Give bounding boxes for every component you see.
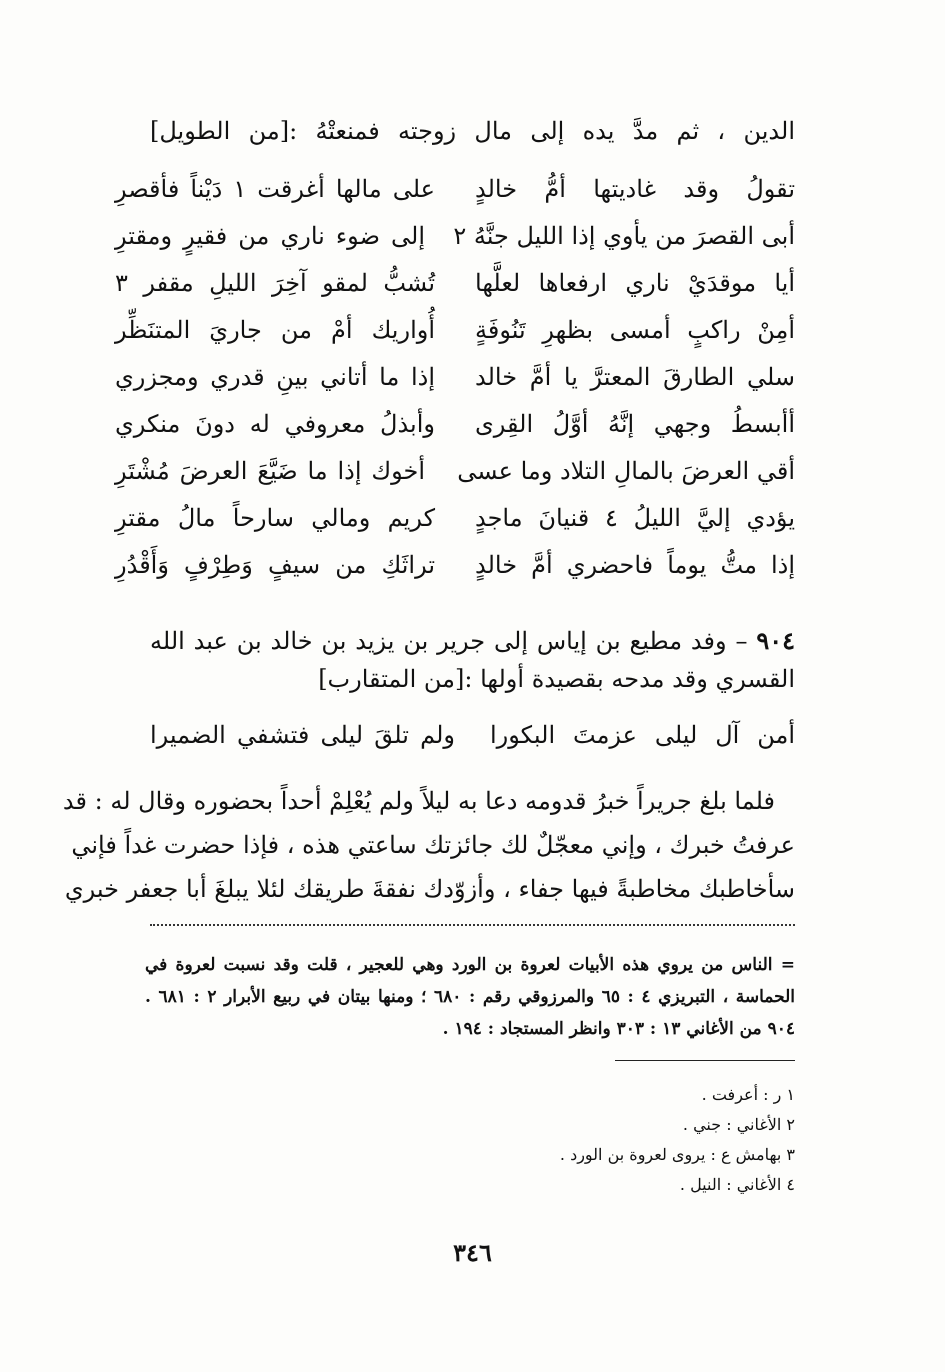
prose-line: عرفتُ خبرك ، وإني معجّلٌ لك جائزتك ساعتي هذه ، فإذا حضرت غداً فإني — [71, 831, 795, 859]
verse-first-hemistich: سلي الطارقَ المعترَّ يا أمَّ خالد — [475, 363, 795, 391]
verse-first-hemistich: أيا موقدَيْ ناري ارفعاها لعلَّها — [475, 269, 795, 297]
section-second-line: القسري وقد مدحه بقصيدة أولها :[من المتقارب] — [318, 665, 795, 693]
verse-second-hemistich: على مالها أغرقت ١ دَيْناً فأقصرِ — [115, 175, 436, 203]
poem-verse — [115, 501, 795, 543]
footnote-line: = الناس من يروي هذه الأبيات لعروة بن الورد وهي للعجير ، قلت وقد نسبت لعروة في — [145, 955, 795, 975]
verse-second-hemistich: إلى ضوء ناري من فقيرٍ ومقترِ — [115, 222, 425, 250]
footnote-line: ٩٠٤ من الأغاني ١٣ : ٣٠٣ وانظر المستجاد : ١٩٤ . — [442, 1019, 795, 1039]
variant-note: ١ ر : أعرفت . — [701, 1085, 795, 1104]
verse-first-hemistich: تقولُ وقد غاديتها أمُّ خالدٍ — [475, 175, 795, 203]
section-heading-line — [150, 626, 795, 656]
verse-second-hemistich: تُشبُّ لمقو آخِرَ الليلِ مقفر ٣ — [115, 269, 435, 297]
prose-line: سأخاطبك مخاطبةً فيها جفاء ، وأزوّدك نفقةَ طريقك لئلا يبلغَ أبا جعفر خبري — [64, 875, 795, 903]
verse-second-hemistich: أُواريك أمْ من جاريَ المتنَظِّر — [115, 316, 435, 344]
variant-note: ٢ الأغاني : جني . — [682, 1115, 795, 1134]
verse-second-hemistich: وأبذلُ معروفي له دونَ منكري — [115, 410, 435, 438]
poem-verse-single — [150, 718, 795, 752]
verse-first-hemistich: أأبسطُ وجهي إنَّهُ أوَّلُ القِرى — [475, 410, 795, 438]
section-text: – وفد مطيع بن إياس إلى جرير بن يزيد بن خالد بن عبد الله — [150, 627, 748, 655]
verse-second-hemistich: كريم ومالي سارحاً مالُ مقترِ — [115, 504, 435, 532]
verse-first-hemistich: إذا متُّ يوماً فاحضري أمَّ خالدٍ — [475, 551, 795, 579]
footnote-rule — [615, 1060, 795, 1061]
variant-note: ٣ بهامش ع : يروى لعروة بن الورد . — [559, 1145, 795, 1164]
poem-verse — [115, 407, 795, 449]
poem-verse — [115, 548, 795, 590]
verse-first-hemistich: أمن آل ليلى عزمتَ البكورا — [490, 721, 795, 749]
variant-note: ٤ الأغاني : النيل . — [679, 1175, 795, 1194]
poem-verse — [115, 313, 795, 355]
footnote-line: الحماسة ، التبريزي ٤ : ٦٥ والمرزوقي رقم : ٦٨٠ ؛ ومنها بيتان في ربيع الأبرار ٢ : ٦٨١ . — [145, 987, 796, 1007]
poem-verse — [115, 266, 795, 308]
intro-line: الدين ، ثم مدَّ يده إلى مال زوجته فمنعتْهُ :[من الطويل] — [150, 117, 795, 145]
verse-first-hemistich: أمِنْ راكبٍ أمسى بظهرِ تَنُوفَةٍ — [475, 316, 795, 344]
verse-second-hemistich: تراثَكِ من سيفٍ وَطِرْفٍ وَأَقْدُرِ — [115, 551, 435, 579]
poem-verse — [115, 360, 795, 402]
verse-second-hemistich: ولم تلقَ ليلى فتشفي الضميرا — [150, 721, 455, 749]
dotted-separator — [150, 924, 795, 926]
page-number: ٣٤٦ — [453, 1238, 492, 1267]
poem-verse — [115, 172, 795, 214]
prose-line: فلما بلغ جريراً خبرُ قدومه دعا به ليلاً ولم يُعْلِمْ أحداً بحضوره وقال له : قد — [62, 787, 775, 815]
section-number: ٩٠٤ — [756, 626, 795, 655]
verse-first-hemistich: أقي العرضَ بالمالِ التلاد وما عسى — [457, 457, 795, 485]
poem-verse — [115, 219, 795, 261]
verse-first-hemistich: أبى القصرَ من يأوي إذا الليل جنَّهُ ٢ — [453, 222, 795, 250]
poem-verse — [115, 454, 795, 496]
verse-second-hemistich: أخوك إذا ما ضَيَّعَ العرضَ مُشْتَرِ — [115, 457, 425, 485]
verse-second-hemistich: إذا ما أتاني بينِ قدري ومجزري — [115, 363, 435, 391]
verse-first-hemistich: يؤدي إليَّ الليلُ ٤ قنيانَ ماجدٍ — [475, 504, 796, 532]
